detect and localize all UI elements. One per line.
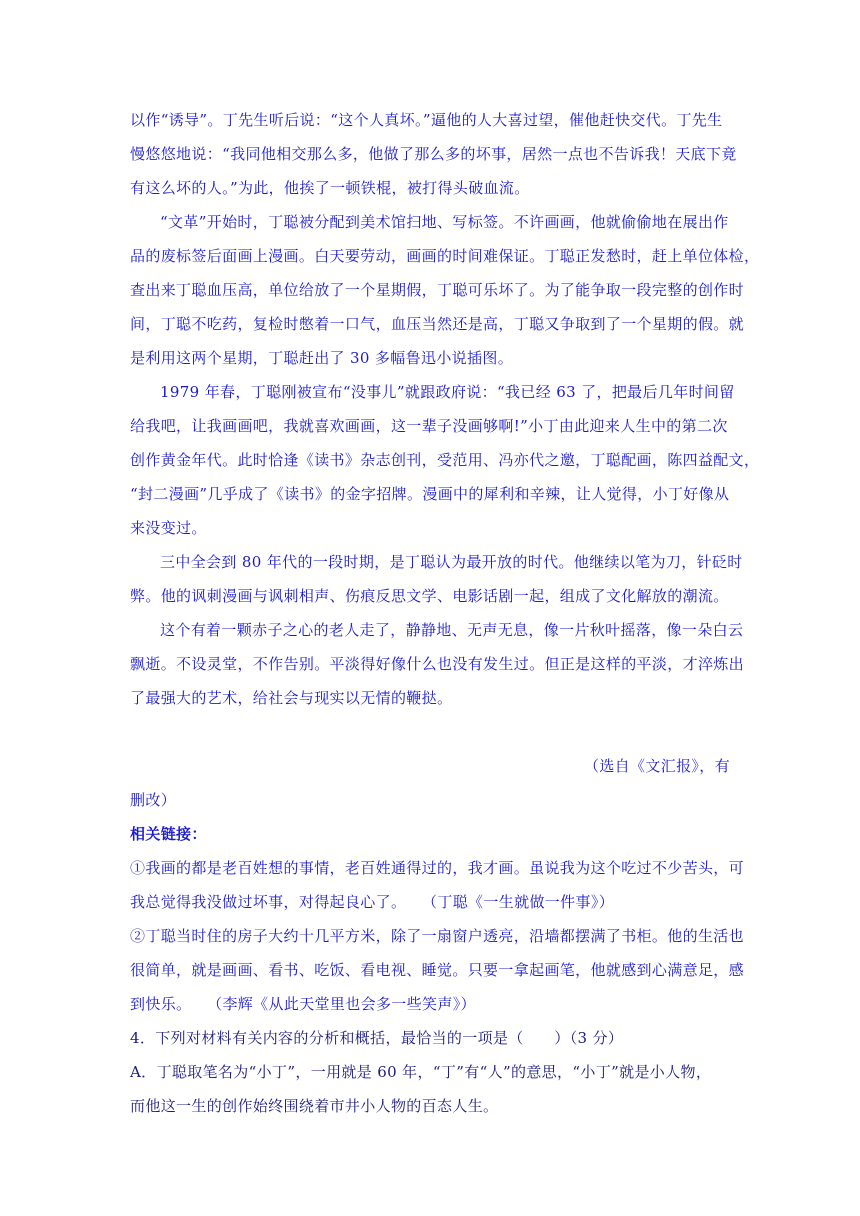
article-line: 间，丁聪不吃药，复检时憋着一口气，血压当然还是高，丁聪又争取到了一个星期的假。就	[130, 315, 745, 333]
article-line: 创作黄金年代。此时恰逢《读书》杂志创刊，受范用、冯亦代之邀，丁聪配画，陈四益配文，	[130, 451, 760, 469]
article-line: 查出来丁聪血压高，单位给放了一个星期假，丁聪可乐坏了。为了能争取一段完整的创作时	[130, 281, 745, 299]
article-line: 是利用这两个星期，丁聪赶出了 30 多幅鲁迅小说插图。	[130, 349, 514, 367]
article-line: 弊。他的讽刺漫画与讽刺相声、伤痕反思文学、电影话剧一起，组成了文化解放的潮流。	[130, 587, 729, 605]
option-a-line: A．丁聪取笔名为“小丁”，一用就是 60 年，“丁”有“人”的意思，“小丁”就是小人物，	[130, 1063, 712, 1081]
article-line: 这个有着一颗赤子之心的老人走了，静静地、无声无息，像一片秋叶摇落，像一朵白云	[160, 621, 744, 639]
article-line: “封二漫画”几乎成了《读书》的金字招牌。漫画中的犀利和辛辣，让人觉得，小丁好像从	[130, 485, 730, 503]
document-page	[130, 103, 760, 1123]
link-line: 到快乐。 （李辉《从此天堂里也会多一些笑声》）	[130, 995, 476, 1013]
link-line: 我总觉得我没做过坏事，对得起良心了。 （丁聪《一生就做一件事》）	[130, 893, 615, 911]
link-line: ②丁聪当时住的房子大约十几平方米，除了一扇窗户透亮，沿墙都摆满了书柜。他的生活也	[130, 927, 745, 945]
article-line: 飘逝。不设灵堂，不作告别。平淡得好像什么也没有发生过。但正是这样的平淡，才淬炼出	[130, 655, 745, 673]
article-line: 品的废标签后面画上漫画。白天要劳动，画画的时间难保证。丁聪正发愁时，赶上单位体检，	[130, 247, 760, 265]
article-line: 有这么坏的人。”为此，他挨了一顿铁棍，被打得头破血流。	[130, 179, 530, 197]
article-line: 来没变过。	[130, 519, 207, 537]
link-line: 很简单，就是画画、看书、吃饭、看电视、睡觉。只要一拿起画笔，他就感到心满意足，感	[130, 961, 745, 979]
article-line: 慢悠悠地说：“我同他相交那么多，他做了那么多的坏事，居然一点也不告诉我！天底下竟	[130, 145, 737, 163]
article-line: 三中全会到 80 年代的一段时期，是丁聪认为最开放的时代。他继续以笔为刀，针砭时	[160, 553, 743, 571]
article-line: 以作“诱导”。丁先生听后说：“这个人真坏。”逼他的人大喜过望，催他赶快交代。丁先生	[130, 111, 723, 129]
link-line: ①我画的都是老百姓想的事情，老百姓通得过的，我才画。虽说我为这个吃过不少苦头，可	[130, 859, 745, 877]
option-a-line: 而他这一生的创作始终围绕着市井小人物的百态人生。	[130, 1097, 499, 1115]
source-citation-cont: 删改）	[130, 791, 177, 809]
article-line: 了最强大的艺术，给社会与现实以无情的鞭挞。	[130, 689, 453, 707]
source-citation: （选自《文汇报》，有	[583, 757, 730, 775]
article-line: 给我吧，让我画画吧，我就喜欢画画，这一辈子没画够啊!”小丁由此迎来人生中的第二次	[130, 417, 728, 435]
article-line: 1979 年春，丁聪刚被宣布“没事儿”就跟政府说：“我已经 63 了，把最后几年时间留	[160, 383, 735, 401]
spacer	[130, 715, 730, 749]
question-stem: 4．下列对材料有关内容的分析和概括，最恰当的一项是（ ）（3 分）	[130, 1029, 624, 1047]
article-line: “文革”开始时，丁聪被分配到美术馆扫地、写标签。不许画画，他就偷偷地在展出作	[160, 213, 729, 231]
links-heading: 相关链接：	[130, 825, 207, 843]
